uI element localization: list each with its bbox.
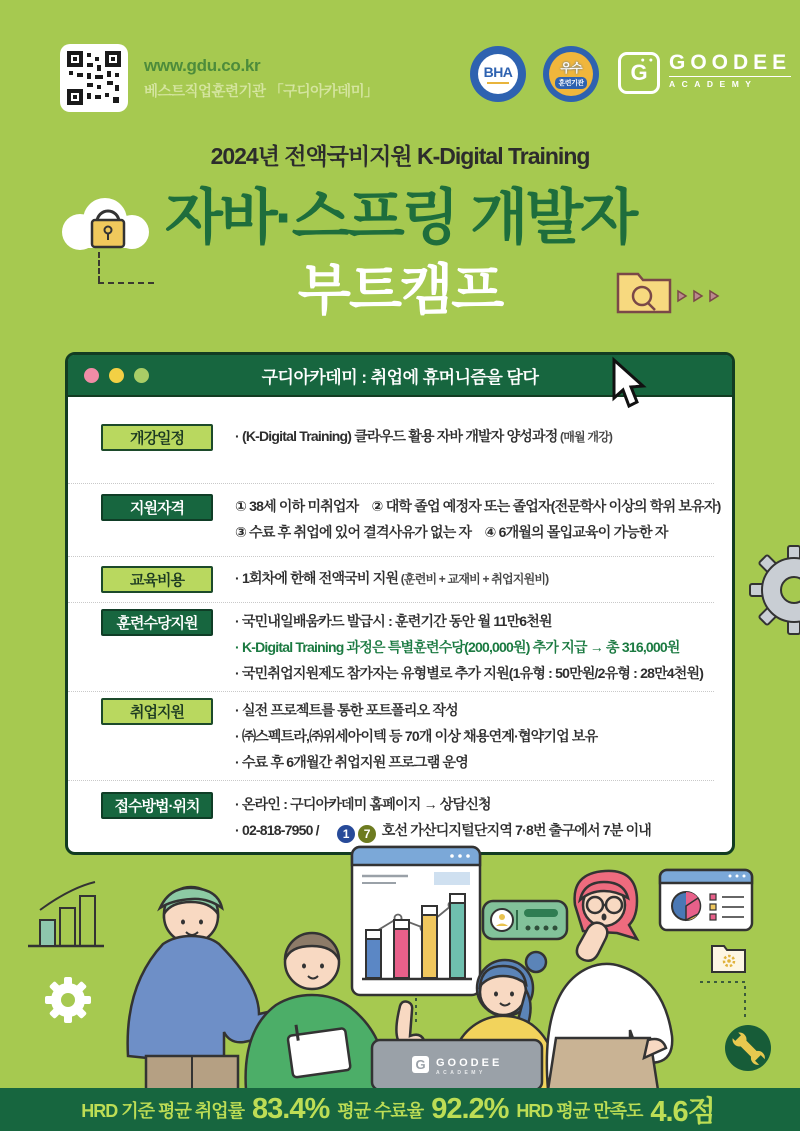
row-cost-label: 교육비용	[101, 566, 213, 593]
dashed-line-vertical	[98, 252, 100, 282]
bha-label: BHA	[483, 64, 513, 80]
growth-chart-icon	[28, 882, 104, 946]
folder-gear-icon	[712, 946, 745, 972]
card-title: 구디아카데미 : 취업에 휴머니즘을 담다	[261, 367, 539, 387]
gear-left-icon	[45, 977, 91, 1023]
schedule-note: (매월 개강)	[557, 430, 613, 444]
cost-text: · 1회차에 한해 전액국비 지원	[235, 570, 399, 586]
hero-kicker: 2024년 전액국비지원 K-Digital Training	[210, 143, 590, 169]
employment-line2: · ㈜스펙트라,㈜위세아이텍 등 70개 이상 채용연계·협약기업 보유	[235, 728, 598, 744]
row-schedule-label: 개강일정	[101, 424, 213, 451]
row-eligibility	[68, 484, 721, 557]
person-woman-pink-hair	[547, 871, 672, 1090]
folder-search-icon	[612, 264, 732, 320]
footer-label-completion-rate: 평균 수료율	[333, 1100, 428, 1121]
row-allowance-label: 훈련수당지원	[101, 609, 213, 636]
footer-value-satisfaction: 4.6점	[650, 1096, 715, 1128]
location-text: 호선 가산디지털단지역 7·8번 출구에서 7분 이내	[381, 822, 652, 838]
qr-code	[60, 44, 128, 112]
logo-g-icon: G ● ●	[618, 52, 660, 94]
team-illustration	[0, 840, 800, 1090]
logo-name: GOODEE	[669, 51, 792, 74]
eligibility-line1: ① 38세 이하 미취업자 ② 대학 졸업 예정자 또는 졸업자(전문학사 이상의 학위 보유자)	[235, 498, 721, 514]
cost-note: (훈련비 + 교재비 + 취업지원비)	[398, 572, 549, 586]
analytics-window	[352, 847, 480, 1022]
employment-line3: · 수료 후 6개월간 취업지원 프로그램 운영	[235, 754, 468, 770]
subway-line1-badge: 1	[337, 825, 355, 843]
laptop-logo-text: GOODEE	[436, 1057, 503, 1069]
website-url: www.gdu.co.kr	[144, 56, 261, 75]
excellent-badge-top: 우수	[560, 61, 582, 75]
footer-value-employment-rate: 83.4%	[252, 1093, 330, 1125]
mouse-cursor-icon	[606, 356, 652, 414]
footer-value-completion-rate: 92.2%	[431, 1093, 509, 1125]
goodee-academy-logo	[618, 52, 791, 94]
subway-line7-badge: 7	[358, 825, 376, 843]
tagline: 베스트직업훈련기관 「구디아카데미」	[144, 84, 379, 100]
row-cost	[68, 557, 714, 603]
eligibility-line2: ③ 수료 후 취업에 있어 결격사유가 없는 자 ④ 6개월의 몰입교육이 가능한 자	[235, 524, 668, 540]
excellent-badge-bottom: 훈련기관	[555, 77, 586, 89]
phone-number: · 02-818-7950 /	[235, 822, 319, 838]
triangle-arrows	[678, 291, 718, 301]
excellent-institution-badge	[543, 46, 599, 102]
laptop-logo-sub: ACADEMY	[436, 1070, 486, 1076]
footer-stats-bar	[0, 1088, 800, 1131]
row-apply-label: 접수방법·위치	[101, 792, 213, 819]
allowance-line3: · 국민취업지원제도 참가자는 유형별로 추가 지원(1유형 : 50만원/2유형 : 28만4천원)	[235, 665, 704, 681]
row-allowance	[68, 603, 714, 692]
dashed-line-horizontal	[98, 282, 154, 284]
allowance-line1: · 국민내일배움카드 발급시 : 훈련기간 동안 월 11만6천원	[235, 613, 552, 629]
dashed-connector	[700, 982, 745, 1020]
employment-line1: · 실전 프로젝트를 통한 포트폴리오 작성	[235, 702, 458, 718]
wrench-badge	[725, 1025, 771, 1071]
bha-certification-badge	[470, 46, 526, 102]
schedule-text: · (K-Digital Training) 클라우드 활용 자바 개발자 양성과정	[235, 428, 558, 444]
pie-chart-window	[660, 870, 752, 930]
apply-line1: · 온라인 : 구디아카데미 홈페이지 → 상담신청	[235, 796, 491, 812]
footer-label-satisfaction: HRD 평균 만족도	[512, 1100, 647, 1121]
password-widget	[483, 901, 567, 939]
hero-title-line1: 자바·스프링 개발자	[164, 184, 636, 251]
info-card	[65, 352, 735, 855]
allowance-line2-highlight: · K-Digital Training 과정은 특별훈련수당(200,000원) 추가 지급 → 총 316,000원	[235, 639, 680, 655]
laptop	[372, 1040, 542, 1090]
row-eligibility-label: 지원자격	[101, 494, 213, 521]
row-employment-label: 취업지원	[101, 698, 213, 725]
row-employment	[68, 692, 714, 781]
hero-title-line2: 부트캠프	[297, 259, 503, 321]
logo-sub: ACADEMY	[669, 76, 791, 89]
qr-pattern	[67, 51, 121, 105]
gear-right-icon	[742, 542, 800, 638]
cloud-lock-icon	[50, 196, 170, 260]
svg-text:G: G	[415, 1057, 426, 1072]
footer-label-employment-rate: HRD 기준 평균 취업률	[81, 1100, 248, 1121]
